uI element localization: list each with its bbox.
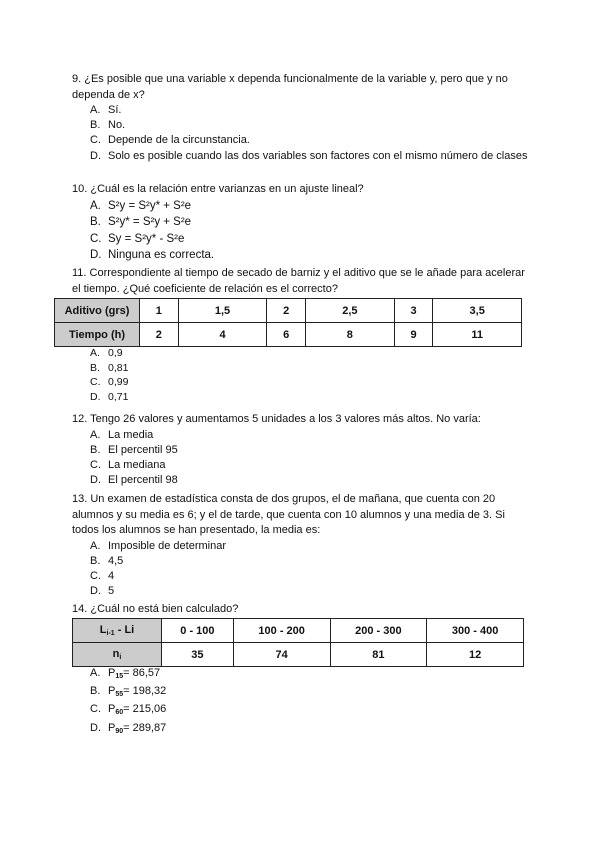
options-list [72, 346, 532, 404]
option-text: 0,81 [108, 361, 129, 374]
table-cell: 4 [178, 323, 267, 347]
option-text: S²y* = S²y + S²e [108, 216, 192, 228]
option-text: Depende de la circunstancia. [108, 134, 250, 147]
question-13 [72, 492, 532, 599]
option-letter: B. [90, 119, 101, 132]
q11-data-table [54, 298, 522, 347]
option-letter: A. [90, 539, 101, 552]
option-a [72, 103, 532, 118]
table-cell: 2 [267, 299, 306, 323]
table-cell: 74 [233, 643, 330, 667]
option-b [72, 684, 532, 702]
table-cell: 81 [330, 643, 427, 667]
percentile-value: = 289,87 [123, 721, 167, 734]
option-d [72, 473, 532, 488]
option-d [72, 149, 532, 164]
option-text: 5 [108, 585, 115, 598]
question-9 [72, 72, 532, 164]
option-a [72, 198, 532, 215]
table-cell: 35 [162, 643, 234, 667]
table-row [73, 619, 524, 643]
option-text: La mediana [108, 458, 166, 471]
percentile-index: 90 [115, 727, 124, 735]
table-cell: 3 [394, 299, 433, 323]
question-text: 10. ¿Cuál es la relación entre varianzas en un ajuste lineal? [72, 183, 364, 195]
option-letter: A. [90, 104, 101, 116]
options-list [72, 198, 532, 264]
table-cell: 6 [267, 323, 306, 347]
question-11 [72, 266, 532, 297]
table-cell: 300 - 400 [427, 619, 524, 643]
option-b [72, 361, 532, 376]
options-list [72, 539, 532, 600]
table-row [55, 323, 522, 347]
percentile-index: 60 [115, 709, 124, 717]
percentile-value: = 215,06 [123, 703, 167, 716]
option-a [72, 346, 532, 361]
option-letter: B. [90, 361, 100, 374]
option-letter: D. [90, 390, 101, 403]
option-text: Solo es posible cuando las dos variables son factores con el mismo número de clases [108, 149, 528, 162]
question-14 [72, 602, 532, 618]
option-c [72, 702, 532, 720]
table-cell: 100 - 200 [233, 619, 330, 643]
option-letter: D. [90, 149, 101, 162]
percentile-symbol: P [108, 685, 116, 698]
question-text: 13. Un examen de estadística consta de dos grupos, el de mañana, que cuenta con 20 alumnos y su media es 6; y el de tarde, que cuenta con 10 alumnos y una media de 3. Si todos los alumnos se han presentado, la media es: [72, 493, 505, 536]
row-header: Tiempo (h) [55, 323, 140, 347]
option-a [72, 666, 532, 684]
option-letter: A. [90, 199, 101, 212]
table-cell: 0 - 100 [162, 619, 234, 643]
option-text: La media [108, 428, 154, 441]
option-d [72, 721, 532, 739]
option-letter: A. [90, 667, 101, 679]
row-header [73, 619, 162, 643]
options-list [72, 666, 532, 739]
option-text: Sí. [108, 104, 122, 116]
option-b [72, 554, 532, 569]
table-cell: 2,5 [306, 299, 395, 323]
percentile-value: = 198,32 [123, 685, 167, 698]
option-text: El percentil 95 [108, 443, 178, 456]
option-text: Sy = S²y* - S²e [108, 232, 185, 245]
percentile-symbol: P [108, 667, 116, 679]
label-main: L [99, 624, 107, 636]
option-c [72, 375, 532, 390]
options-list [72, 428, 532, 489]
question-text: 12. Tengo 26 valores y aumentamos 5 unidades a los 3 valores más altos. No varía: [72, 413, 481, 425]
option-letter: B. [90, 554, 101, 567]
question-text: 9. ¿Es posible que una variable x dependa funcionalmente de la variable y, pero que y no dependa de x? [72, 73, 508, 101]
option-letter: A. [90, 428, 101, 441]
label-subscript: i-1 [106, 630, 115, 637]
option-letter: C. [90, 569, 101, 582]
option-a [72, 428, 532, 443]
table-cell: 11 [433, 323, 522, 347]
percentile-symbol: P [108, 703, 116, 716]
table-cell: 200 - 300 [330, 619, 427, 643]
label-main: n [112, 648, 120, 660]
table-cell: 2 [140, 323, 179, 347]
label-rest: - Li [114, 624, 135, 636]
option-d [72, 247, 532, 264]
option-b [72, 118, 532, 133]
option-c [72, 569, 532, 584]
option-letter: A. [90, 347, 100, 359]
table-cell: 9 [394, 323, 433, 347]
row-header [73, 643, 162, 667]
table-cell: 12 [427, 643, 524, 667]
option-text: S²y = S²y* + S²e [108, 199, 192, 212]
question-12 [72, 412, 532, 488]
option-letter: C. [90, 134, 101, 147]
option-text: No. [108, 119, 126, 132]
percentile-symbol: P [108, 721, 116, 734]
table-row [73, 643, 524, 667]
option-letter: D. [90, 721, 101, 734]
option-d [72, 390, 532, 405]
option-letter: D. [90, 585, 101, 598]
percentile-value: = 86,57 [123, 667, 161, 679]
question-text: 11. Correspondiente al tiempo de secado de barniz y el aditivo que se le añade para acelerar el tiempo. ¿Qué coeficiente de relación es el correcto? [72, 267, 525, 295]
option-c [72, 133, 532, 148]
option-a [72, 539, 532, 554]
option-b [72, 214, 532, 231]
table-cell: 1,5 [178, 299, 267, 323]
option-text: 4 [108, 569, 115, 582]
question-text: 14. ¿Cuál no está bien calculado? [72, 603, 239, 615]
table-row [55, 299, 522, 323]
option-text: 0,71 [108, 390, 129, 403]
option-c [72, 458, 532, 473]
percentile-index: 55 [115, 691, 124, 699]
option-letter: C. [90, 458, 101, 471]
option-letter: D. [90, 249, 102, 261]
option-c [72, 231, 532, 248]
option-text: 0,9 [108, 347, 123, 359]
table-cell: 8 [306, 323, 395, 347]
option-letter: C. [90, 232, 102, 245]
table-cell: 3,5 [433, 299, 522, 323]
row-header: Aditivo (grs) [55, 299, 140, 323]
options-list [72, 103, 532, 164]
label-subscript: i [119, 654, 122, 661]
question-14-options [72, 666, 532, 739]
option-text: El percentil 98 [108, 474, 178, 487]
option-text: Imposible de determinar [108, 539, 227, 552]
option-letter: B. [90, 443, 101, 456]
option-letter: B. [90, 216, 101, 228]
table-cell: 1 [140, 299, 179, 323]
percentile-index: 15 [115, 673, 124, 680]
option-d [72, 584, 532, 599]
option-letter: D. [90, 474, 101, 487]
option-text: Ninguna es correcta. [108, 249, 215, 261]
option-text: 4,5 [108, 554, 124, 567]
option-letter: C. [90, 376, 101, 388]
option-letter: B. [90, 685, 101, 698]
question-10 [72, 182, 532, 264]
option-text: 0,99 [108, 376, 129, 388]
q14-frequency-table [72, 618, 524, 667]
option-letter: C. [90, 703, 101, 716]
option-b [72, 443, 532, 458]
question-11-options [72, 346, 532, 404]
